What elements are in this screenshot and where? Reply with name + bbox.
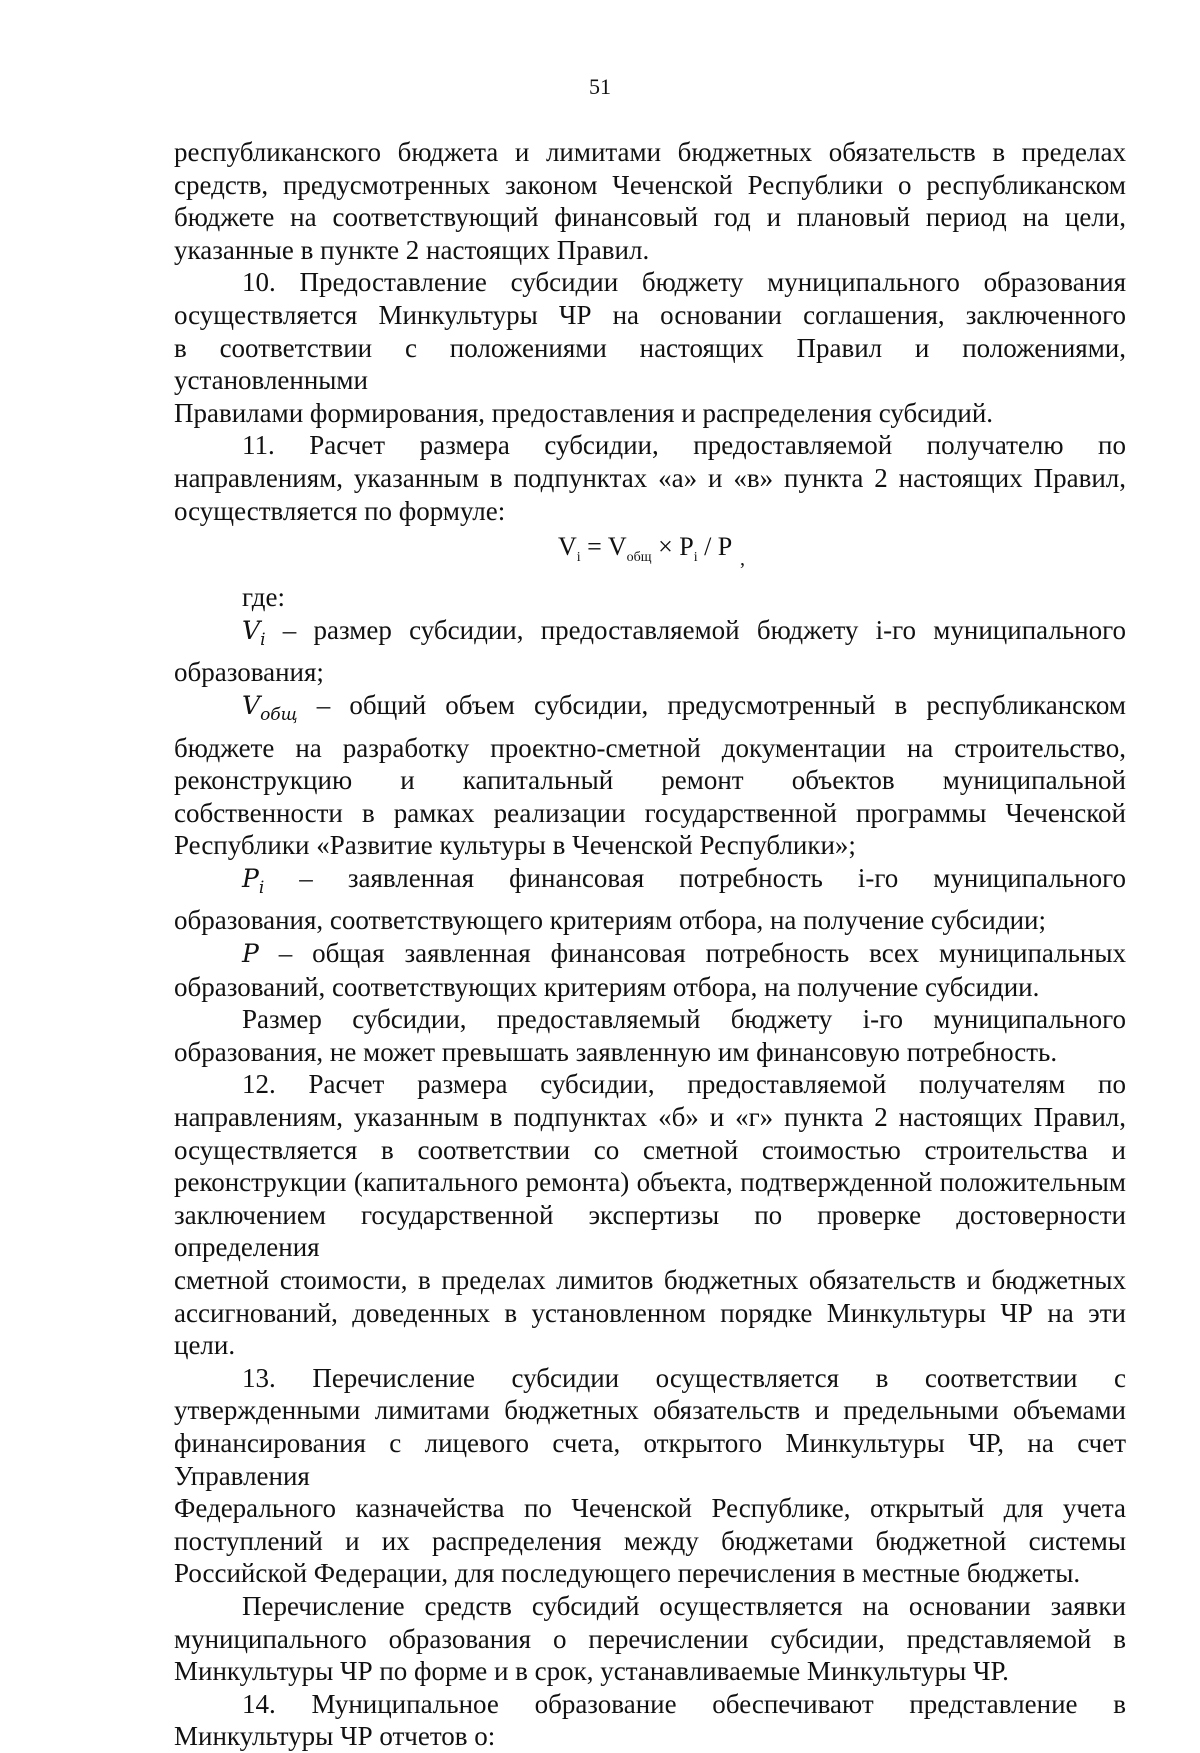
definition-vobsh: $V_{общ}$ – общий объем субсидии, предусмотренный в республиканском — [242, 689, 1126, 725]
transfer-paragraph-line: Перечисление средств субсидий осуществляется на основании заявки — [242, 1590, 1126, 1621]
page-number: 51 — [589, 74, 611, 99]
definition-vi-line: образования; — [174, 657, 324, 688]
subsidy-formula — [174, 529, 1126, 581]
definition-vobsh-line: бюджете на разработку проектно-сметной документации на строительство, — [174, 732, 1126, 763]
clause-10-line: 10. Предоставление субсидии бюджету муниципального образования — [242, 267, 1126, 298]
clause-13-line: утвержденными лимитами бюджетных обязательств и предельными объемами — [174, 1395, 1126, 1426]
text-line: бюджете на соответствующий финансовый год и плановый период на цели, — [174, 202, 1126, 233]
clause-13-line: 13. Перечисление субсидии осуществляется в соответствии с — [242, 1362, 1126, 1393]
clause-12-line: сметной стоимости, в пределах лимитов бюджетных обязательств и бюджетных — [174, 1265, 1126, 1295]
clause-13-line: финансирования с лицевого счета, открытого Минкультуры ЧР, на счет Управления — [174, 1427, 1126, 1491]
definition-pi: $P_i$ – заявленная финансовая потребность i-го муниципального — [242, 862, 1126, 898]
symbol-p: P — [242, 939, 259, 969]
clause-12-line: осуществляется в соответствии со сметной стоимостью строительства и — [174, 1134, 1126, 1165]
definition-p-line: образований, соответствующих критериям отбора, на получение субсидии. — [174, 971, 1040, 1002]
clause-13-line: Российской Федерации, для последующего перечисления в местные бюджеты. — [174, 1558, 1081, 1589]
definition-p: P – общая заявленная финансовая потребность всех муниципальных — [242, 938, 1126, 969]
symbol-pi: $P_i$ — [242, 863, 265, 898]
definition-pi-line: образования, соответствующего критериям отбора, на получение субсидии; — [174, 905, 1047, 936]
definition-vobsh-line: Республики «Развитие культуры в Чеченской Республики»; — [174, 830, 856, 861]
symbol-vi: $V_i$ — [242, 615, 266, 650]
clause-13-line: поступлений и их распределения между бюджетами бюджетной системы — [174, 1525, 1126, 1556]
clause-14-line: 14. Муниципальное образование обеспечивают представление в — [242, 1688, 1126, 1719]
symbol-vobsh: $V_{общ}$ — [242, 690, 298, 725]
definition-vobsh-line: собственности в рамках реализации государственной программы Чеченской — [174, 797, 1126, 828]
clause-12-line: 12. Расчет размера субсидии, предоставляемой получателям по — [242, 1069, 1126, 1100]
clause-10-line: Правилами формирования, предоставления и распределения субсидий. — [174, 397, 994, 428]
transfer-paragraph-line: Минкультуры ЧР по форме и в срок, устанавливаемые Минкультуры ЧР. — [174, 1656, 1009, 1687]
clause-11-line: 11. Расчет размера субсидии, предоставляемой получателю по — [242, 430, 1126, 461]
text-line: средств, предусмотренных законом Чеченской Республики о республиканском — [174, 169, 1126, 200]
formula-expression: $V_i = V_{общ} \times P_i / P$ — [558, 532, 733, 566]
clause-12-line: заключением государственной экспертизы по проверке достоверности определения — [174, 1199, 1126, 1263]
clause-11-line: осуществляется по формуле: — [174, 495, 506, 526]
definition-vobsh-line: реконструкцию и капитальный ремонт объектов муниципальной — [174, 765, 1126, 796]
size-paragraph-line: Размер субсидии, предоставляемый бюджету i-го муниципального — [242, 1004, 1126, 1035]
clause-14-line: Минкультуры ЧР отчетов о: — [174, 1721, 496, 1752]
where-label: где: — [242, 582, 285, 613]
formula-comma: , — [740, 548, 745, 571]
text-line: республиканского бюджета и лимитами бюджетных обязательств в пределах — [174, 137, 1126, 167]
document-body — [174, 136, 1126, 1753]
clause-12-line: направлениям, указанным в подпунктах «б» и «г» пункта 2 настоящих Правил, — [174, 1102, 1126, 1133]
clause-11-line: направлениям, указанным в подпунктах «а» и «в» пункта 2 настоящих Правил, — [174, 462, 1126, 493]
clause-10-line: в соответствии с положениями настоящих Правил и положениями, установленными — [174, 332, 1126, 396]
text-line: указанные в пункте 2 настоящих Правил. — [174, 234, 650, 265]
size-paragraph-line: образования, не может превышать заявленную им финансовую потребность. — [174, 1036, 1058, 1067]
clause-13-line: Федерального казначейства по Чеченской Республике, открытый для учета — [174, 1493, 1126, 1524]
clause-12-line: реконструкции (капитального ремонта) объекта, подтвержденной положительным — [174, 1167, 1126, 1198]
clause-10-line: осуществляется Минкультуры ЧР на основании соглашения, заключенного — [174, 299, 1126, 330]
definition-vi: $V_i$ – размер субсидии, предоставляемой бюджету i-го муниципального — [242, 614, 1126, 650]
transfer-paragraph-line: муниципального образования о перечислении субсидии, представляемой в — [174, 1623, 1126, 1654]
clause-12-line: ассигнований, доведенных в установленном порядке Минкультуры ЧР на эти цели. — [174, 1297, 1126, 1361]
